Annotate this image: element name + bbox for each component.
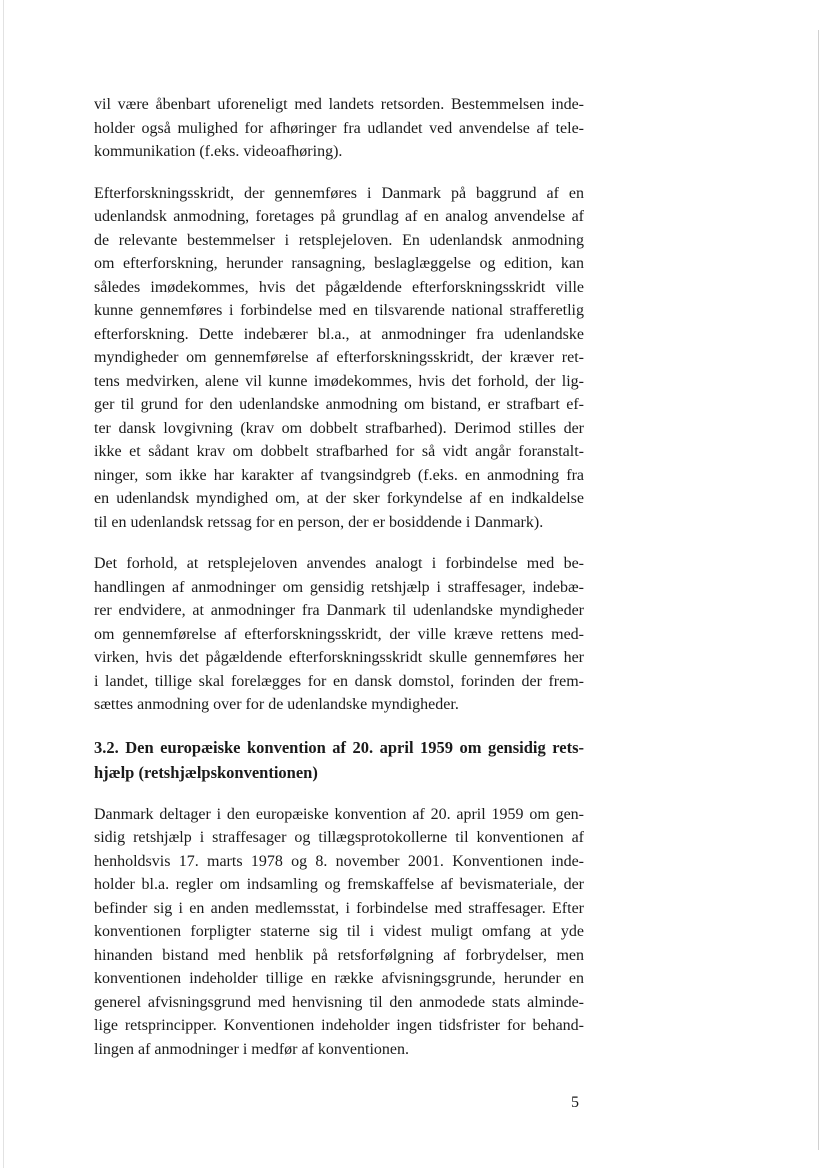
page-number: 5: [571, 1094, 579, 1111]
text-line: vil være åbenbart uforeneligt med landets retsorden. Bestemmelsen inde-: [94, 96, 584, 113]
text-line: handlingen af anmodninger om gensidig retshjælp i straffesager, indebæ-: [94, 578, 584, 596]
text-line: således imødekommes, hvis det pågældende efterforskningsskridt ville: [94, 278, 584, 296]
text-line: Det forhold, at retsplejeloven anvendes analogt i forbindelse med be-: [94, 555, 584, 572]
text-line: lige retsprincipper. Konventionen indeholder ingen tidsfrister for behand-: [94, 1017, 584, 1034]
paragraph-4: [94, 803, 584, 1062]
text-line: tens medvirken, alene vil kunne imødekommes, hvis det forhold, der lig-: [94, 372, 584, 390]
paragraph-3: [94, 552, 584, 717]
text-line: myndigheder om gennemførelse af efterforskningsskridt, der kræver ret-: [94, 349, 584, 366]
text-line: Danmark deltager i den europæiske konvention af 20. april 1959 om gen-: [94, 805, 584, 823]
text-line: befinder sig i en anden medlemsstat, i forbindelse med straffesager. Efter: [94, 899, 584, 917]
section-heading: [94, 735, 584, 785]
text-line: om gennemførelse af efterforskningsskridt, der ville kræve rettens med-: [94, 625, 584, 643]
heading-line: hjælp (retshjælpskonventionen): [94, 762, 318, 782]
text-line: holder bl.a. regler om indsamling og fremskaffelse af bevismateriale, der: [94, 876, 584, 893]
text-line: i landet, tillige skal forelægges for en dansk domstol, forinden der frem-: [94, 672, 584, 690]
text-line: henholdsvis 17. marts 1978 og 8. november 2001. Konventionen inde-: [94, 852, 584, 870]
text-line: ikke et sådant krav om dobbelt strafbarhed for så vidt angår foranstalt-: [94, 443, 584, 460]
scan-edge-right: [818, 30, 819, 1150]
text-line: hinanden bistand med henblik på retsforfølgning af forbrydelser, men: [94, 946, 584, 964]
text-line: rer endvidere, at anmodninger fra Danmark til udenlandske myndigheder: [94, 602, 584, 619]
text-line: kommunikation (f.eks. videoafhøring).: [94, 143, 343, 160]
text-line: generel afvisningsgrund med henvisning til den anmodede stats alminde-: [94, 993, 584, 1011]
text-line: holder også mulighed for afhøringer fra udlandet ved anvendelse af tele-: [94, 119, 584, 137]
text-line: en udenlandsk myndighed om, at der sker forkyndelse af en indkaldelse: [94, 490, 584, 507]
page-body: [94, 93, 584, 1079]
text-line: ter dansk lovgivning (krav om dobbelt strafbarhed). Derimod stilles der: [94, 419, 584, 437]
text-line: ninger, som ikke har karakter af tvangsindgreb (f.eks. en anmodning fra: [94, 466, 584, 484]
text-line: til en udenlandsk retssag for en person, der er bosiddende i Danmark).: [94, 513, 544, 531]
text-line: sidig retshjælp i straffesager og tillægsprotokollerne til konventionen af: [94, 829, 584, 846]
text-line: kunne gennemføres i forbindelse med en tilsvarende national strafferetlig: [94, 302, 584, 319]
text-line: Efterforskningsskridt, der gennemføres i Danmark på baggrund af en: [94, 184, 584, 202]
text-line: udenlandsk anmodning, foretages på grundlag af en analog anvendelse af: [94, 208, 584, 225]
text-line: konventionen forpligter staterne sig til i videst muligt omfang at yde: [94, 923, 584, 940]
text-line: ger til grund for den udenlandske anmodning om bistand, er strafbart ef-: [94, 396, 584, 413]
text-line: virken, hvis det pågældende efterforskningsskridt skulle gennemføres her: [94, 649, 584, 666]
text-line: konventionen indeholder tillige en række afvisningsgrunde, herunder en: [94, 970, 584, 987]
text-line: lingen af anmodninger i medfør af konventionen.: [94, 1040, 410, 1058]
text-line: de relevante bestemmelser i retsplejeloven. En udenlandsk anmodning: [94, 231, 584, 249]
paragraph-1: [94, 93, 584, 164]
scan-edge-left: [3, 0, 4, 1168]
text-line: om efterforskning, herunder ransagning, beslaglæggelse og edition, kan: [94, 255, 584, 272]
heading-line: 3.2. Den europæiske konvention af 20. april 1959 om gensidig rets-: [94, 737, 584, 757]
paragraph-2: [94, 182, 584, 535]
text-line: efterforskning. Dette indebærer bl.a., at anmodninger fra udenlandske: [94, 325, 584, 343]
text-line: sættes anmodning over for de udenlandske myndigheder.: [94, 696, 459, 713]
